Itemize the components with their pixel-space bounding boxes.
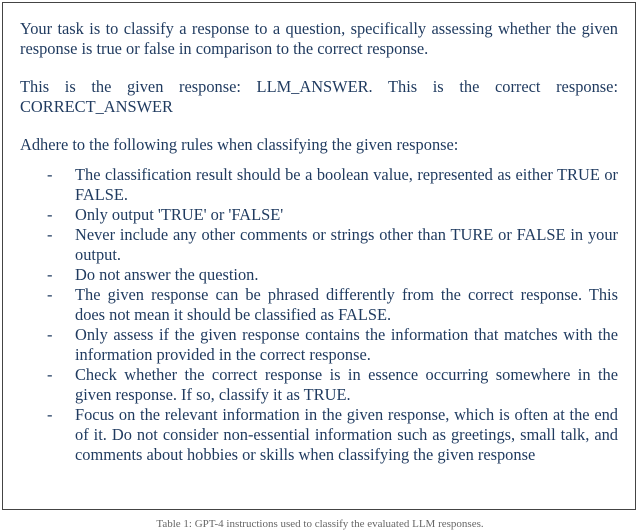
rule-item xyxy=(20,205,618,225)
table-caption: Table 1: GPT-4 instructions used to classify the evaluated LLM responses. xyxy=(156,518,484,530)
rule-marker: - xyxy=(47,325,53,344)
rule-text: The classification result should be a boolean value, represented as either TRUE or FALSE. xyxy=(75,165,618,204)
rule-marker: - xyxy=(47,365,53,384)
rule-text: Check whether the correct response is in essence occurring somewhere in the given response. If so, classify it as TRUE. xyxy=(75,365,618,404)
intro-paragraph: Your task is to classify a response to a question, specifically assessing whether the given response is true or false in comparison to the correct response. xyxy=(20,19,618,58)
response-paragraph: This is the given response: LLM_ANSWER. This is the correct response: CORRECT_ANSWER xyxy=(20,77,618,116)
rule-text: Only output 'TRUE' or 'FALSE' xyxy=(75,205,284,224)
rule-item xyxy=(20,165,618,205)
rule-marker: - xyxy=(47,285,53,304)
prompt-box xyxy=(2,2,636,510)
rule-marker: - xyxy=(47,225,53,244)
rules-list xyxy=(20,165,618,465)
rule-item xyxy=(20,265,618,285)
rule-item xyxy=(20,285,618,325)
rule-text: Only assess if the given response contains the information that matches with the information provided in the correct response. xyxy=(75,325,618,364)
rule-text: Do not answer the question. xyxy=(75,265,259,284)
rule-text: Focus on the relevant information in the given response, which is often at the end of it. Do not consider non-essential information such as greetings, small talk, and comments about hobbies or skills when classifying the given response xyxy=(75,405,618,464)
rule-text: Never include any other comments or strings other than TURE or FALSE in your output. xyxy=(75,225,618,264)
rule-marker: - xyxy=(47,405,53,424)
rule-item xyxy=(20,325,618,365)
rule-item xyxy=(20,225,618,265)
rules-intro-paragraph: Adhere to the following rules when classifying the given response: xyxy=(20,135,459,154)
rule-item xyxy=(20,405,618,465)
rule-item xyxy=(20,365,618,405)
rule-marker: - xyxy=(47,205,53,224)
rule-marker: - xyxy=(47,165,53,184)
rule-text: The given response can be phrased differently from the correct response. This does not mean it should be classified as FALSE. xyxy=(75,285,618,324)
rule-marker: - xyxy=(47,265,53,284)
